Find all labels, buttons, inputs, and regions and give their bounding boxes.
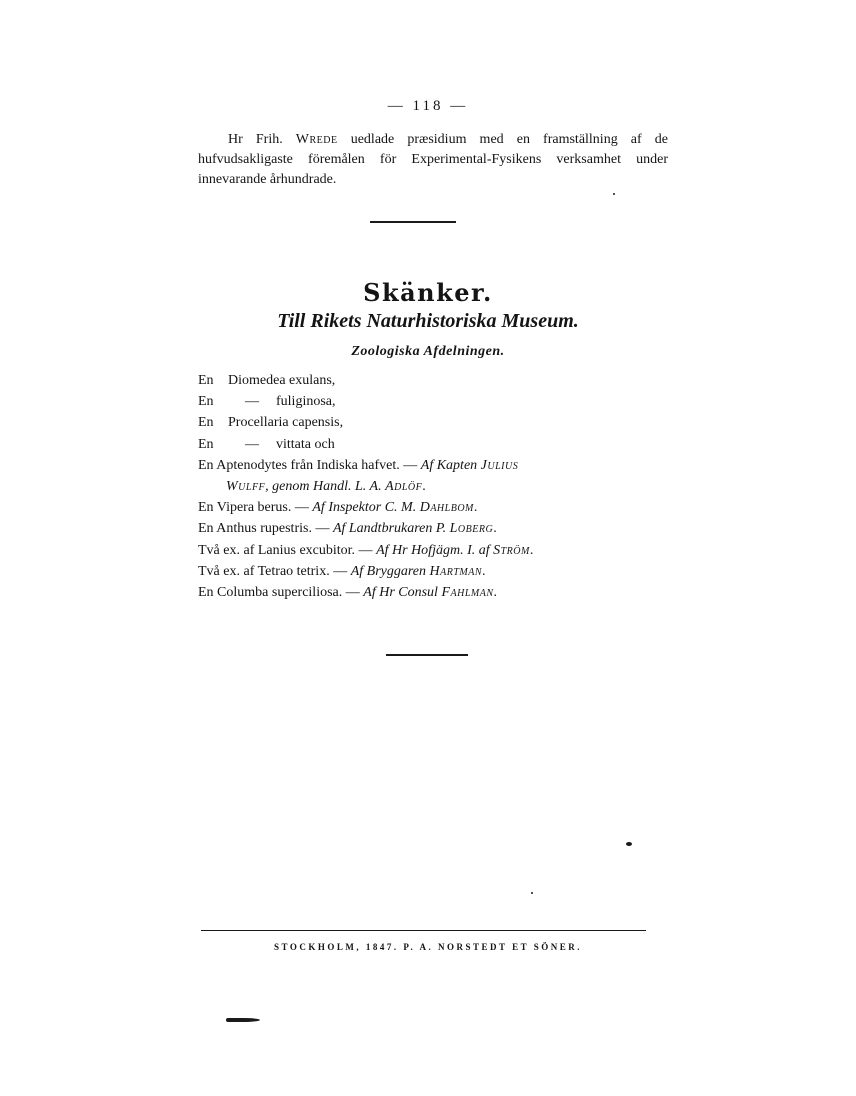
item-donor: Af Hr Hofjägm. I. af — [376, 542, 494, 558]
item-dash: — — [245, 394, 259, 410]
list-item — [198, 370, 673, 391]
ink-mark — [226, 1018, 260, 1022]
list-item — [198, 540, 673, 561]
item-text: Två ex. af Tetrao tetrix. — — [198, 563, 351, 579]
list-item — [198, 518, 673, 539]
list-item — [198, 497, 673, 518]
intro-name: Wrede — [295, 132, 338, 147]
intro-text-1: Hr Frih. — [228, 132, 296, 147]
speck — [613, 193, 615, 195]
footer-rule — [201, 930, 646, 931]
item-en: En — [198, 394, 214, 410]
item-donor: Af Kapten — [420, 457, 481, 473]
list-item — [198, 582, 673, 603]
item-donor-name: Loberg — [449, 521, 494, 537]
item-en: En — [198, 415, 214, 431]
item-donor-name: Wulff — [226, 479, 266, 495]
list-item — [198, 412, 673, 433]
item-end: . — [529, 542, 534, 558]
item-donor-name: Adlöf — [385, 479, 423, 495]
printer-imprint: STOCKHOLM, 1847. P. A. NORSTEDT ET SÖNER. — [274, 942, 582, 952]
item-dash: — — [245, 436, 259, 452]
item-text: En Anthus rupestris. — — [198, 521, 333, 537]
item-text: fuliginosa, — [276, 394, 336, 410]
donation-list — [198, 370, 673, 603]
section-rule-top — [370, 221, 456, 223]
item-donor-name: Hartman — [429, 563, 483, 579]
item-donor: Af Inspektor C. M. — [312, 500, 420, 516]
item-text: En Vipera berus. — — [198, 500, 313, 516]
list-item — [198, 391, 673, 412]
item-donor: Af Hr Consul — [363, 585, 442, 601]
item-end: . — [493, 521, 497, 537]
item-donor-name: Fahlman — [441, 585, 494, 601]
item-text: En Columba superciliosa. — — [198, 585, 364, 601]
item-donor-name: Ström — [493, 542, 530, 558]
item-text: vittata och — [276, 436, 335, 452]
list-item — [198, 455, 673, 497]
item-text: Procellaria capensis, — [228, 415, 344, 431]
item-donor: Af Landtbrukaren P. — [332, 521, 450, 537]
item-end: . — [482, 563, 486, 579]
item-en: En — [198, 373, 214, 388]
speck — [626, 842, 632, 846]
item-donor-name: Julius — [480, 457, 519, 473]
list-item — [198, 561, 673, 582]
item-donor: Af Bryggaren — [350, 563, 430, 579]
item-end: . — [473, 500, 478, 516]
heading-sub: Till Rikets Naturhistoriska Museum. — [277, 310, 579, 332]
item-text: Två ex. af Lanius excubitor. — — [198, 542, 377, 558]
speck — [531, 892, 533, 894]
list-item-continuation — [198, 476, 673, 497]
page-number: — 118 — — [387, 98, 469, 114]
heading-main: Skänker. — [363, 278, 493, 307]
intro-text-2: uedlade præsidium med en framställning af de hufvudsakligaste föremålen för Experimental-Fysikens verksamhet under innevarande århundrade. — [198, 132, 668, 187]
item-en: En — [198, 436, 214, 452]
section-rule-bottom — [386, 654, 468, 656]
list-item — [198, 434, 673, 455]
item-donor-name: Dahlbom — [419, 500, 474, 516]
item-end: . — [493, 585, 498, 601]
intro-paragraph — [198, 130, 668, 190]
item-text: En Aptenodytes från Indiska hafvet. — — [198, 457, 421, 473]
item-donor: , genom Handl. L. A. — [265, 479, 386, 495]
item-text: Diomedea exulans, — [228, 373, 336, 388]
item-end: . — [422, 479, 426, 495]
heading-dept: Zoologiska Afdelningen. — [351, 344, 505, 359]
